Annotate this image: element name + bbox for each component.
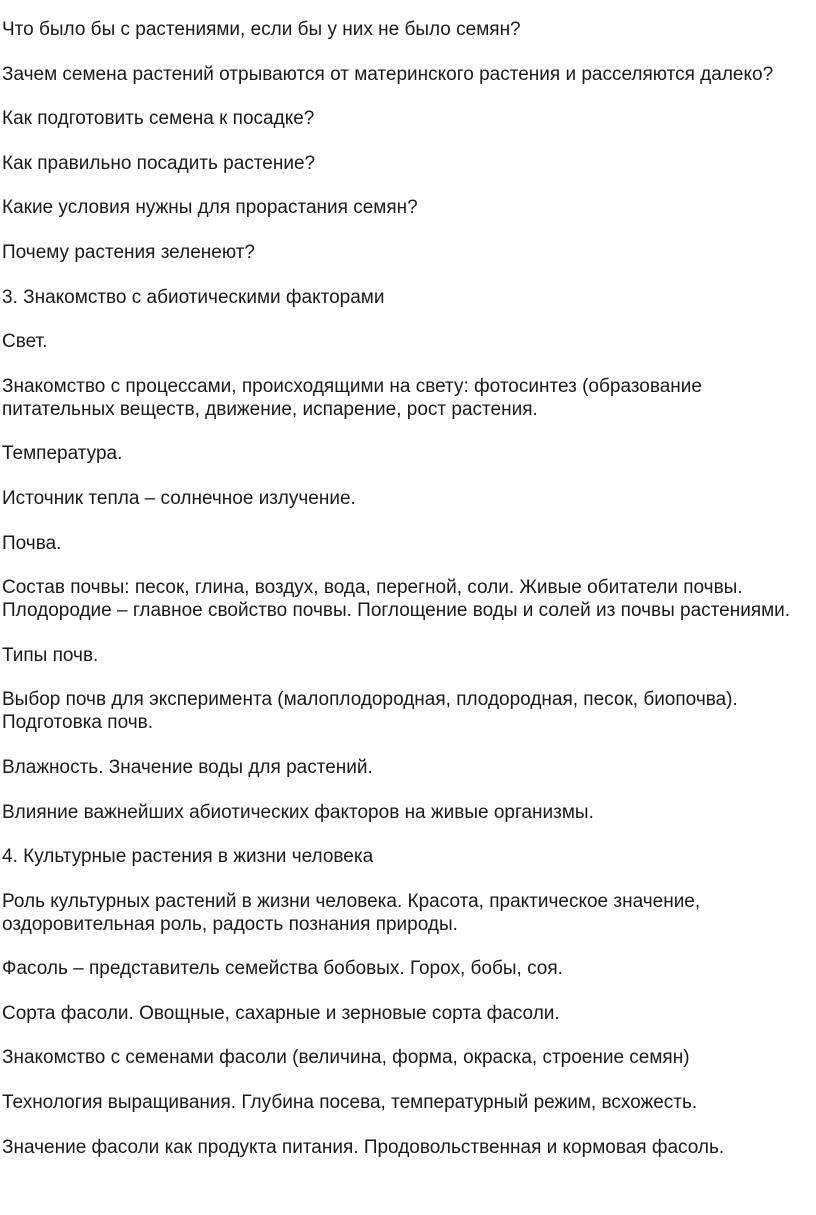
section-heading-cultivated-plants: 4. Культурные растения в жизни человека <box>2 846 374 868</box>
paragraph-heat-source: Источник тепла – солнечное излучение. <box>2 487 356 509</box>
question-seed-dispersal: Зачем семена растений отрываются от материнского растения и расселяются далеко? <box>2 63 774 85</box>
question-seed-preparation: Как подготовить семена к посадке? <box>2 108 315 130</box>
question-no-seeds: Что было бы с растениями, если бы у них не было семян? <box>2 19 521 40</box>
section-heading-abiotic-factors: 3. Знакомство с абиотическими факторами <box>2 286 385 308</box>
topic-soil-types: Типы почв. <box>2 644 99 666</box>
paragraph-bean-seeds: Знакомство с семенами фасоли (величина, форма, окраска, строение семян) <box>2 1047 690 1069</box>
paragraph-bean-family: Фасоль – представитель семейства бобовых. Горох, бобы, соя. <box>2 958 563 980</box>
topic-temperature: Температура. <box>2 443 123 465</box>
paragraph-light-processes: Знакомство с процессами, происходящими на свету: фотосинтез (образование питательных веществ, движение, испарение, рост растения. <box>2 375 702 420</box>
question-why-green: Почему растения зеленеют? <box>2 241 255 263</box>
topic-light: Свет. <box>2 331 48 353</box>
question-planting: Как правильно посадить растение? <box>2 152 316 174</box>
paragraph-bean-varieties: Сорта фасоли. Овощные, сахарные и зерновые сорта фасоли. <box>2 1002 560 1024</box>
paragraph-growing-technology: Технология выращивания. Глубина посева, температурный режим, всхожесть. <box>2 1092 698 1114</box>
topic-humidity: Влажность. Значение воды для растений. <box>2 756 373 778</box>
paragraph-cultivated-role: Роль культурных растений в жизни человека. Красота, практическое значение, оздоровительная роль, радость познания природы. <box>2 890 701 935</box>
paragraph-soil-composition: Состав почвы: песок, глина, воздух, вода, перегной, соли. Живые обитатели почвы. Плодородие – главное свойство почвы. Поглощение воды и солей из почвы растениями. <box>2 577 791 622</box>
topic-soil: Почва. <box>2 532 62 554</box>
paragraph-abiotic-influence: Влияние важнейших абиотических факторов на живые организмы. <box>2 801 594 823</box>
paragraph-soil-selection: Выбор почв для эксперимента (малоплодородная, плодородная, песок, биопочва). Подготовка почв. <box>2 689 738 734</box>
paragraph-bean-nutrition: Значение фасоли как продукта питания. Продовольственная и кормовая фасоль. <box>2 1136 725 1158</box>
question-germination-conditions: Какие условия нужны для прорастания семян? <box>2 197 418 219</box>
